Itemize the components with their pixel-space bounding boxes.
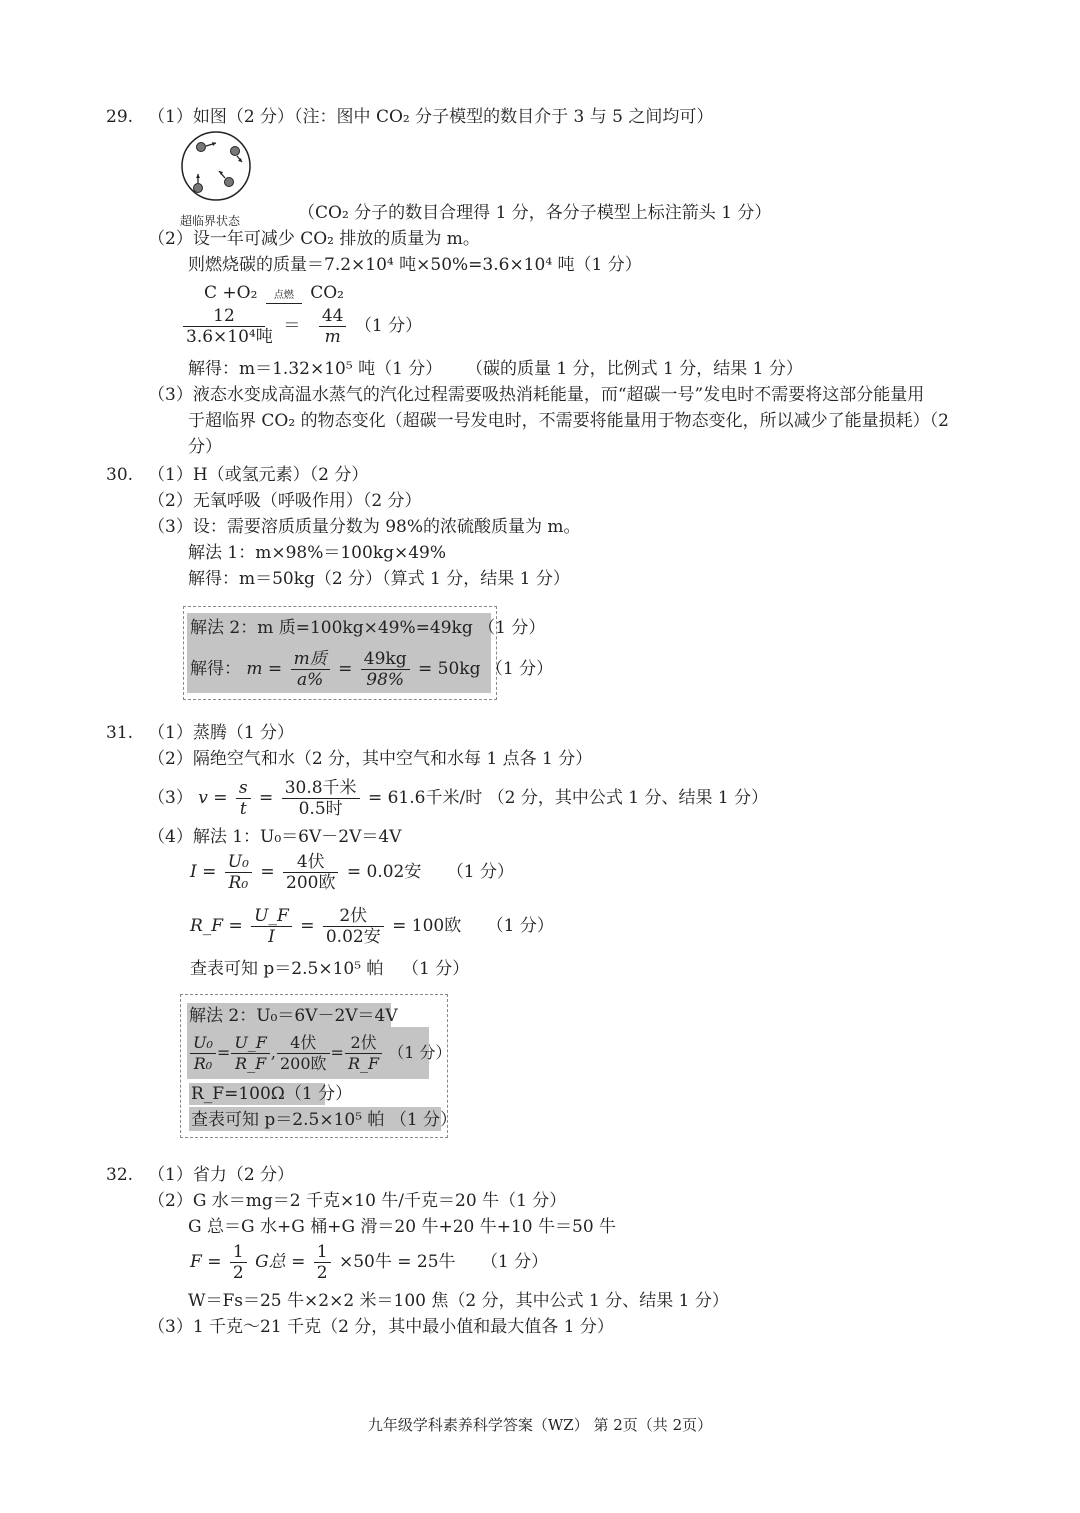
q31-method2-table: 查表可知 p＝2.5×10⁵ 帕 （1 分） xyxy=(191,1110,458,1130)
reaction-condition: 点燃 xyxy=(266,291,302,304)
q29-part2-mass: 则燃烧碳的质量＝7.2×10⁴ 吨×50%=3.6×10⁴ 吨（1 分） xyxy=(188,255,642,275)
q29-part3-line2: 于超临界 CO₂ 的物态变化（超碳一号发电时，不需要将能量用于物态变化，所以减少了能量损耗）（2 xyxy=(188,411,949,431)
ratio-fraction-carbon: $\frac{12}{\text{3.6×10⁴吨}}$ xyxy=(183,306,265,347)
q31-resistance-equation: R_F = $\frac{U\_F}{I}$ = $\frac{\text{2伏}}{\text{0.02安}}$ = 100欧 （1 分） xyxy=(190,906,554,947)
q30-method2-box xyxy=(183,606,554,700)
q30-method2: 解法 2：m 质=100kg×49%=49kg （1 分） xyxy=(190,618,546,638)
q30-method1-result: 解得：m＝50kg（2 分）（算式 1 分，结果 1 分） xyxy=(188,569,570,589)
q29-part1-note: （CO₂ 分子的数目合理得 1 分，各分子模型上标注箭头 1 分） xyxy=(298,203,772,223)
q29-part3-line1: （3）液态水变成高温水蒸气的汽化过程需要吸热消耗能量，而“超碳一号”发电时不需要将这部分能量用 xyxy=(148,385,925,405)
q29-number: 29. xyxy=(106,107,134,127)
q30-method1: 解法 1：m×98%＝100kg×49% xyxy=(188,543,447,563)
q29-result: 解得：m＝1.32×10⁵ 吨（1 分） xyxy=(188,359,443,379)
ratio-fraction-co2: $\frac{44}{m}$ xyxy=(319,306,347,347)
reaction-product: CO₂ xyxy=(310,283,344,303)
q29-part1: （1）如图（2 分）（注：图中 CO₂ 分子模型的数目介于 3 与 5 之间均可） xyxy=(148,107,714,127)
q32-part1: （1）省力（2 分） xyxy=(148,1165,295,1185)
q32-part3: （3）1 千克～21 千克（2 分，其中最小值和最大值各 1 分） xyxy=(148,1317,614,1337)
q32-part2: （2）G 水＝mg＝2 千克×10 牛/千克＝20 牛（1 分） xyxy=(148,1191,567,1211)
q32-number: 32. xyxy=(106,1165,134,1185)
q31-part1: （1）蒸腾（1 分） xyxy=(148,723,295,743)
q31-part3-equation: （3） v = $\frac{s}{t}$ = $\frac{\text{30.8千米}}{\text{0.5时}}$ = 61.6千米/时 （2 分，其中公式 1 分、结果 1 分） xyxy=(148,778,769,819)
page-footer: 九年级学科素养科学答案（WZ） 第 2页（共 2页） xyxy=(367,1416,713,1434)
q31-method2-equation: $\frac{\text{U₀}}{\text{R₀}}$ = $\frac{U\_F}{R\_F}$ , $\frac{\text{4伏}}{\text{200欧}}$ = $\frac{\text{2伏}}{R\_F}$ （1 分） xyxy=(189,1029,451,1077)
q30-part1: （1）H（或氢元素）（2 分） xyxy=(148,465,369,485)
q30-part2: （2）无氧呼吸（呼吸作用）（2 分） xyxy=(148,491,422,511)
q32-part2-total-weight: G 总＝G 水+G 桶+G 滑＝20 牛+20 牛+10 牛＝50 牛 xyxy=(188,1217,617,1237)
diagram-caption: 超临界状态 xyxy=(180,214,241,228)
supercritical-diagram xyxy=(174,130,260,202)
q31-number: 31. xyxy=(106,723,134,743)
q31-table-lookup: 查表可知 p＝2.5×10⁵ 帕 xyxy=(190,959,384,979)
q31-table-lookup-score: （1 分） xyxy=(402,959,470,979)
reaction-equation xyxy=(204,282,344,304)
q29-part2: （2）设一年可减少 CO₂ 排放的质量为 m。 xyxy=(148,229,480,249)
q31-method2: 解法 2：U₀＝6V－2V＝4V xyxy=(189,1006,398,1026)
q31-part4: （4）解法 1：U₀＝6V－2V＝4V xyxy=(148,827,402,847)
q32-force-equation: F = $\frac{1}{2}$ G总 = $\frac{1}{2}$ ×50牛 = 25牛 （1 分） xyxy=(190,1242,549,1283)
ratio-equation: $\frac{12}{\text{3.6×10⁴吨}}$ ＝ $\frac{44}{m}$ （1 分） xyxy=(180,306,422,347)
reaction-reactants: C +O₂ xyxy=(204,283,258,303)
q29-part3-line3: 分） xyxy=(188,437,222,457)
q30-part3: （3）设：需要溶质质量分数为 98%的浓硫酸质量为 m。 xyxy=(148,517,581,537)
q30-number: 30. xyxy=(106,465,134,485)
q29-result-note: （碳的质量 1 分，比例式 1 分，结果 1 分） xyxy=(466,359,803,379)
q31-method2-box xyxy=(180,994,458,1138)
q31-current-equation: I = $\frac{\text{U₀}}{\text{R₀}}$ = $\frac{\text{4伏}}{\text{200欧}}$ = 0.02安 （1 分） xyxy=(190,852,514,893)
q30-method2-equation: 解得： m = $\frac{\text{m质}}{a\%}$ = $\frac{49kg}{98\%}$ = 50kg （1 分） xyxy=(190,649,554,690)
q32-work: W＝Fs＝25 牛×2×2 米＝100 焦（2 分，其中公式 1 分、结果 1 分） xyxy=(188,1291,729,1311)
q31-part2: （2）隔绝空气和水（2 分，其中空气和水每 1 点各 1 分） xyxy=(148,749,593,769)
q31-method2-resistance: R_F=100Ω（1 分） xyxy=(191,1084,353,1104)
